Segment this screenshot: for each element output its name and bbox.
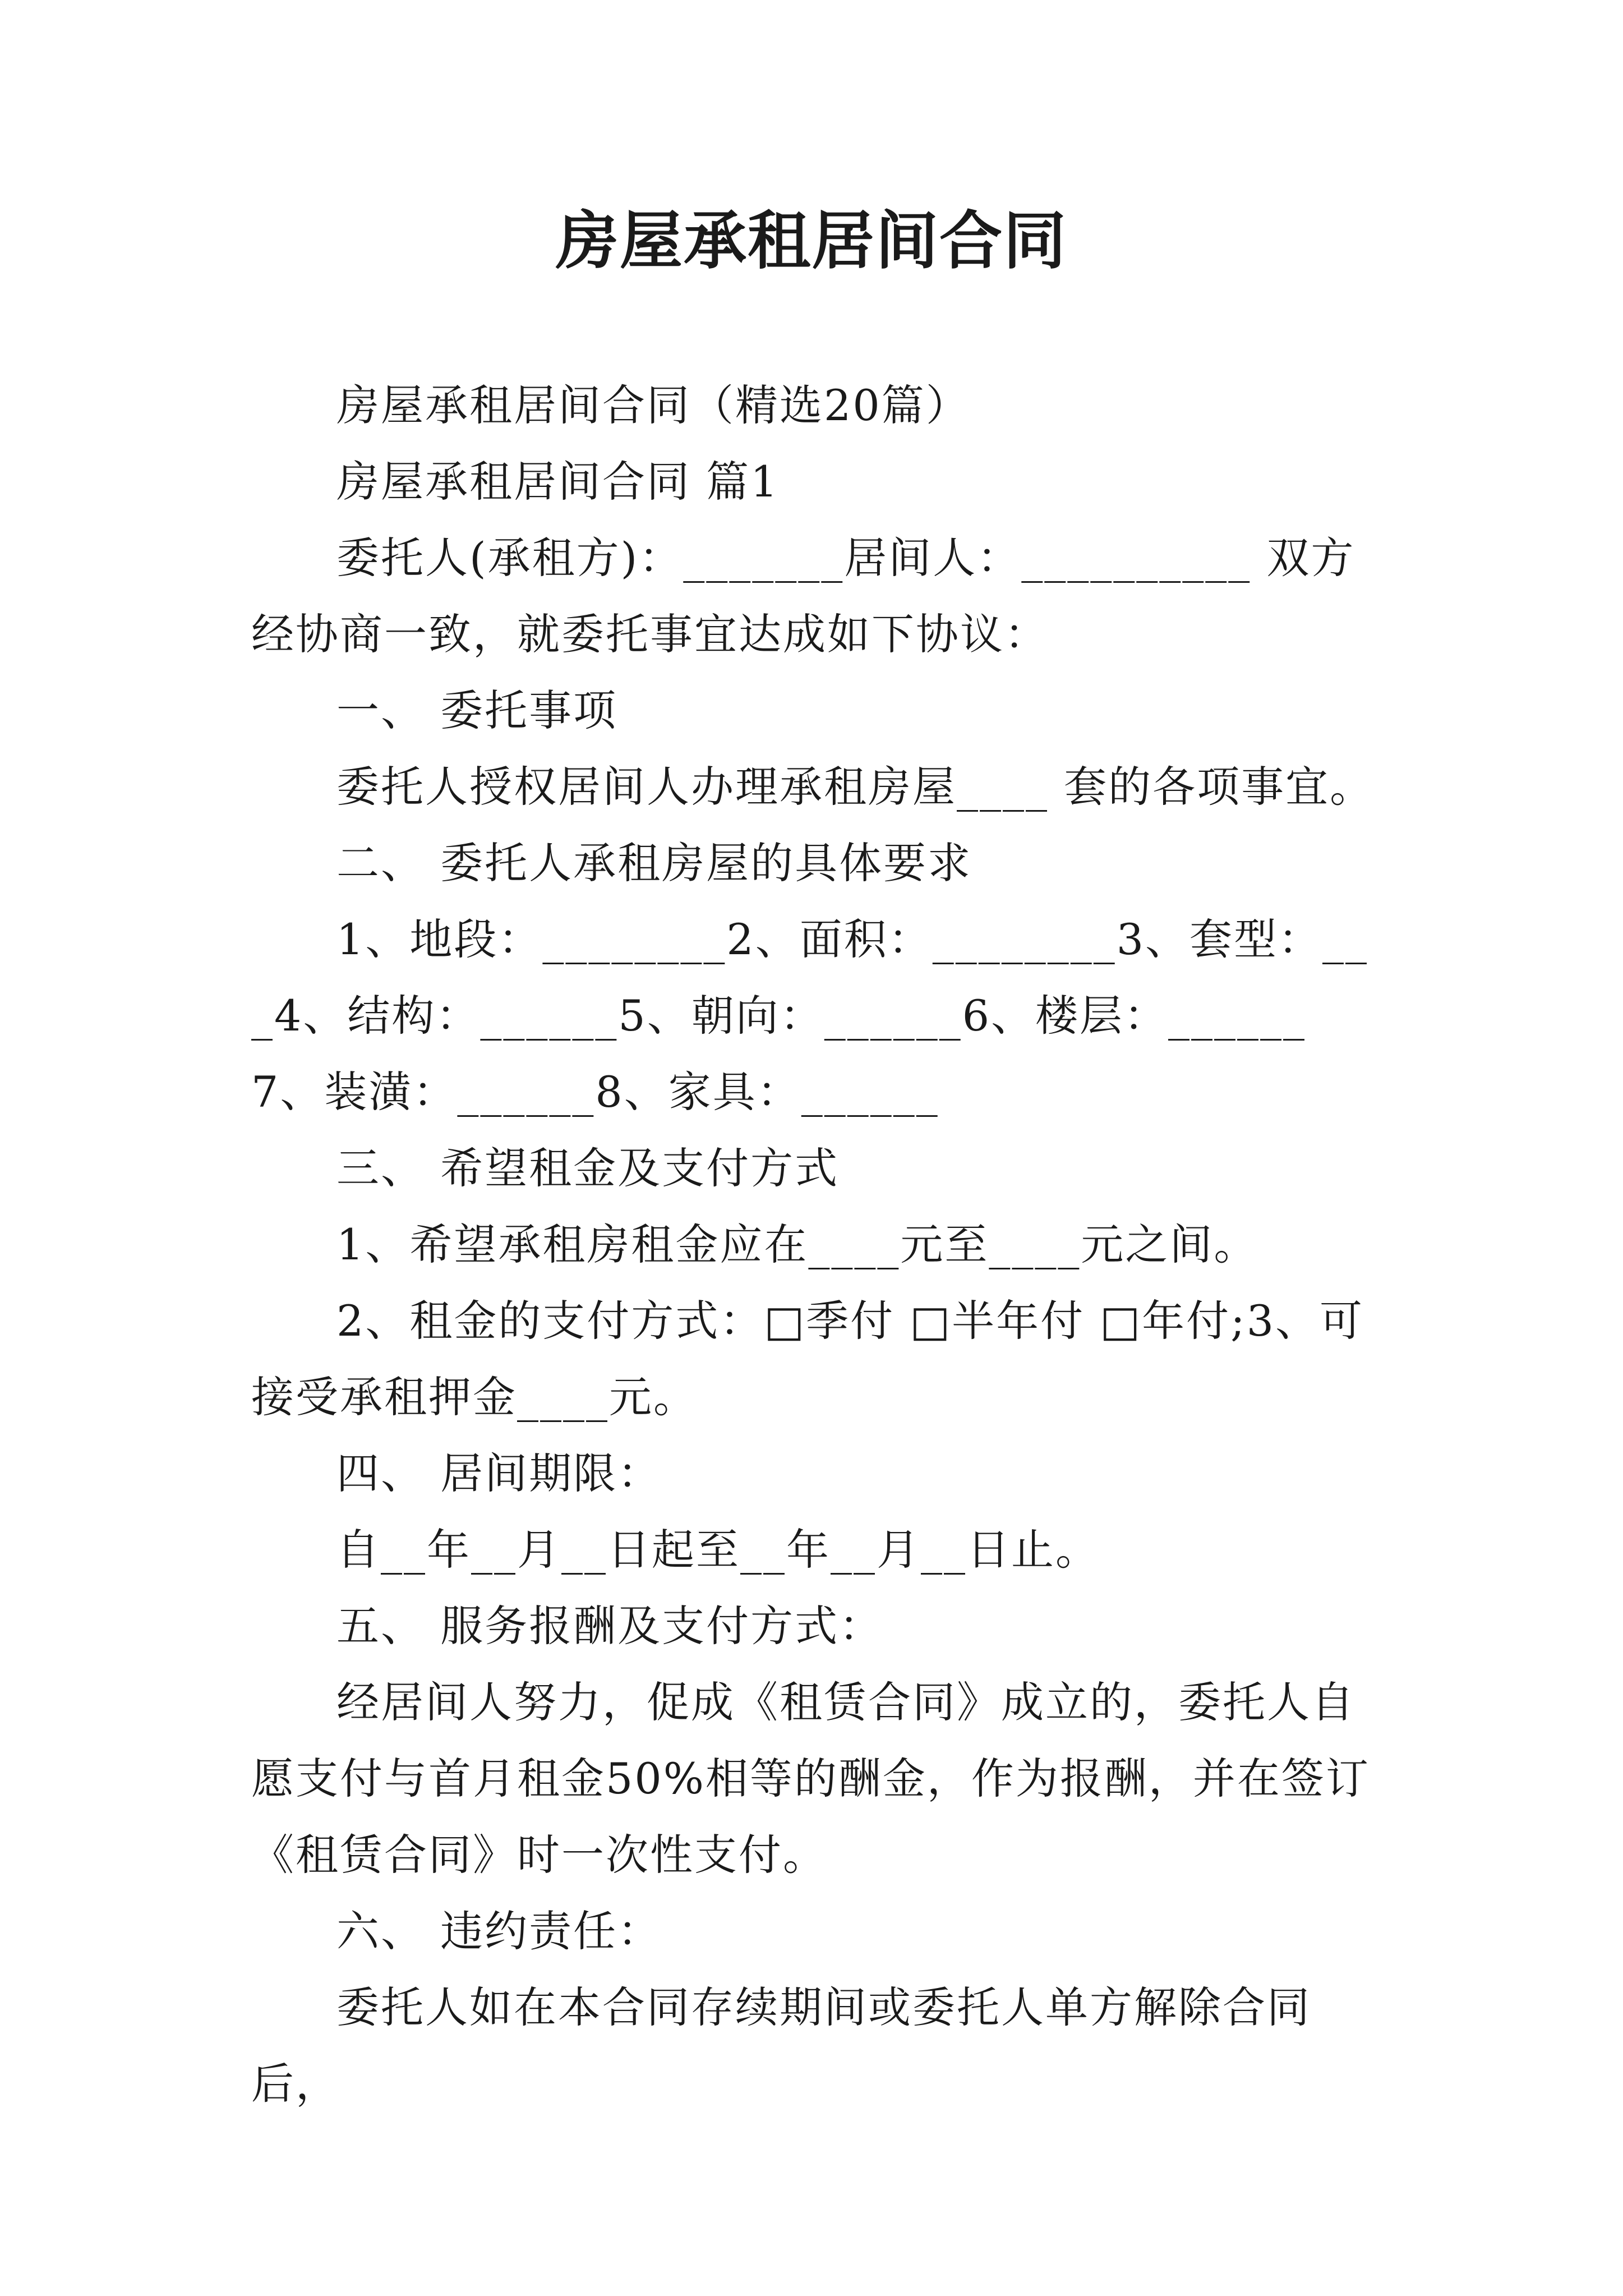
paragraph-clause-1-text: 委托人授权居间人办理承租房屋____ 套的各项事宜。: [336, 762, 1375, 812]
paragraph-clause-3-heading: 三、 希望租金及支付方式: [336, 1143, 840, 1193]
paragraph-clause-5-text: 经居间人努力，促成《租赁合同》成立的，委托人自愿支付与首月租金50%相等的酬金，作为报酬，并在签订《租赁合同》时一次性支付。: [251, 1677, 1370, 1880]
paragraph-clause-3-item-2: 2、租金的支付方式：□季付 □半年付 □年付;3、可接受承租押金____元。: [251, 1296, 1364, 1422]
paragraph-section-heading: 房屋承租居间合同 篇1: [336, 457, 780, 507]
paragraph-clause-6-text: 委托人如在本合同存续期间或委托人单方解除合同后，: [251, 1982, 1311, 2109]
paragraph-clause-4-text: 自__年__月__日起至__年__月__日止。: [336, 1525, 1100, 1575]
paragraph-clause-4-heading: 四、 居间期限：: [336, 1448, 662, 1498]
paragraph-clause-5-heading: 五、 服务报酬及支付方式：: [336, 1601, 884, 1651]
document-body: [251, 367, 1390, 2122]
paragraph-clause-3-item-1: 1、希望承租房租金应在____元至____元之间。: [336, 1220, 1258, 1269]
paragraph-parties: 委托人(承租方)：_______居间人：__________ 双方经协商一致，就委托事宜达成如下协议：: [251, 533, 1355, 659]
paragraph-subtitle: 房屋承租居间合同（精选20篇）: [336, 380, 970, 430]
paragraph-clause-2-heading: 二、 委托人承租房屋的具体要求: [336, 838, 972, 888]
paragraph-clause-1-heading: 一、 委托事项: [336, 685, 618, 735]
document-title: 房屋承租居间合同: [556, 204, 1067, 278]
paragraph-clause-6-heading: 六、 违约责任：: [336, 1906, 662, 1956]
paragraph-clause-2-text: 1、地段：________2、面积：________3、套型：___4、结构：______5、朝向：______6、楼层：______ 7、装潢：______8、家具：______: [251, 914, 1369, 1117]
